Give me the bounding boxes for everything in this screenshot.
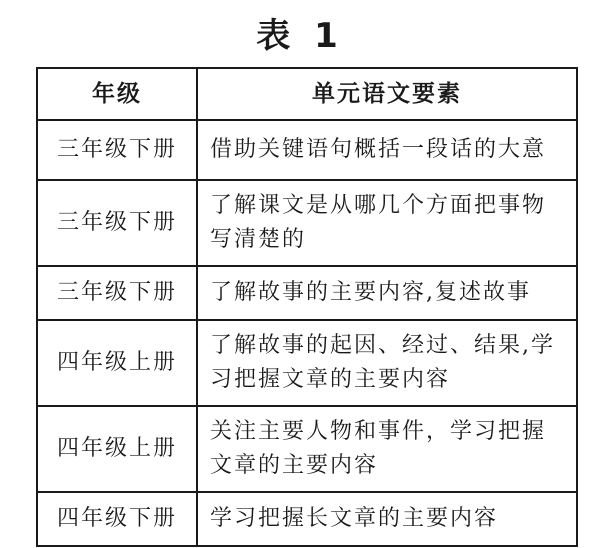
element-cell: 了解故事的起因、经过、结果,学习把握文章的主要内容 bbox=[197, 320, 577, 406]
table-row bbox=[37, 120, 577, 180]
header-language-element: 单元语文要素 bbox=[197, 68, 577, 120]
grade-cell: 三年级下册 bbox=[37, 120, 197, 180]
grade-cell: 三年级下册 bbox=[37, 266, 197, 320]
table-row bbox=[37, 180, 577, 266]
element-cell: 借助关键语句概括一段话的大意 bbox=[197, 120, 577, 180]
element-cell: 了解故事的主要内容,复述故事 bbox=[197, 266, 577, 320]
grade-cell: 四年级下册 bbox=[37, 492, 197, 546]
table-row bbox=[37, 320, 577, 406]
curriculum-table bbox=[36, 67, 578, 547]
element-cell: 学习把握长文章的主要内容 bbox=[197, 492, 577, 546]
table-header-row bbox=[37, 68, 577, 120]
table-title: 表 1 bbox=[256, 16, 344, 56]
table-row bbox=[37, 266, 577, 320]
grade-cell: 三年级下册 bbox=[37, 180, 197, 266]
header-grade: 年级 bbox=[37, 68, 197, 120]
grade-cell: 四年级上册 bbox=[37, 320, 197, 406]
element-cell: 关注主要人物和事件，学习把握文章的主要内容 bbox=[197, 406, 577, 492]
grade-cell: 四年级上册 bbox=[37, 406, 197, 492]
table-row bbox=[37, 492, 577, 546]
table-row bbox=[37, 406, 577, 492]
element-cell: 了解课文是从哪几个方面把事物写清楚的 bbox=[197, 180, 577, 266]
